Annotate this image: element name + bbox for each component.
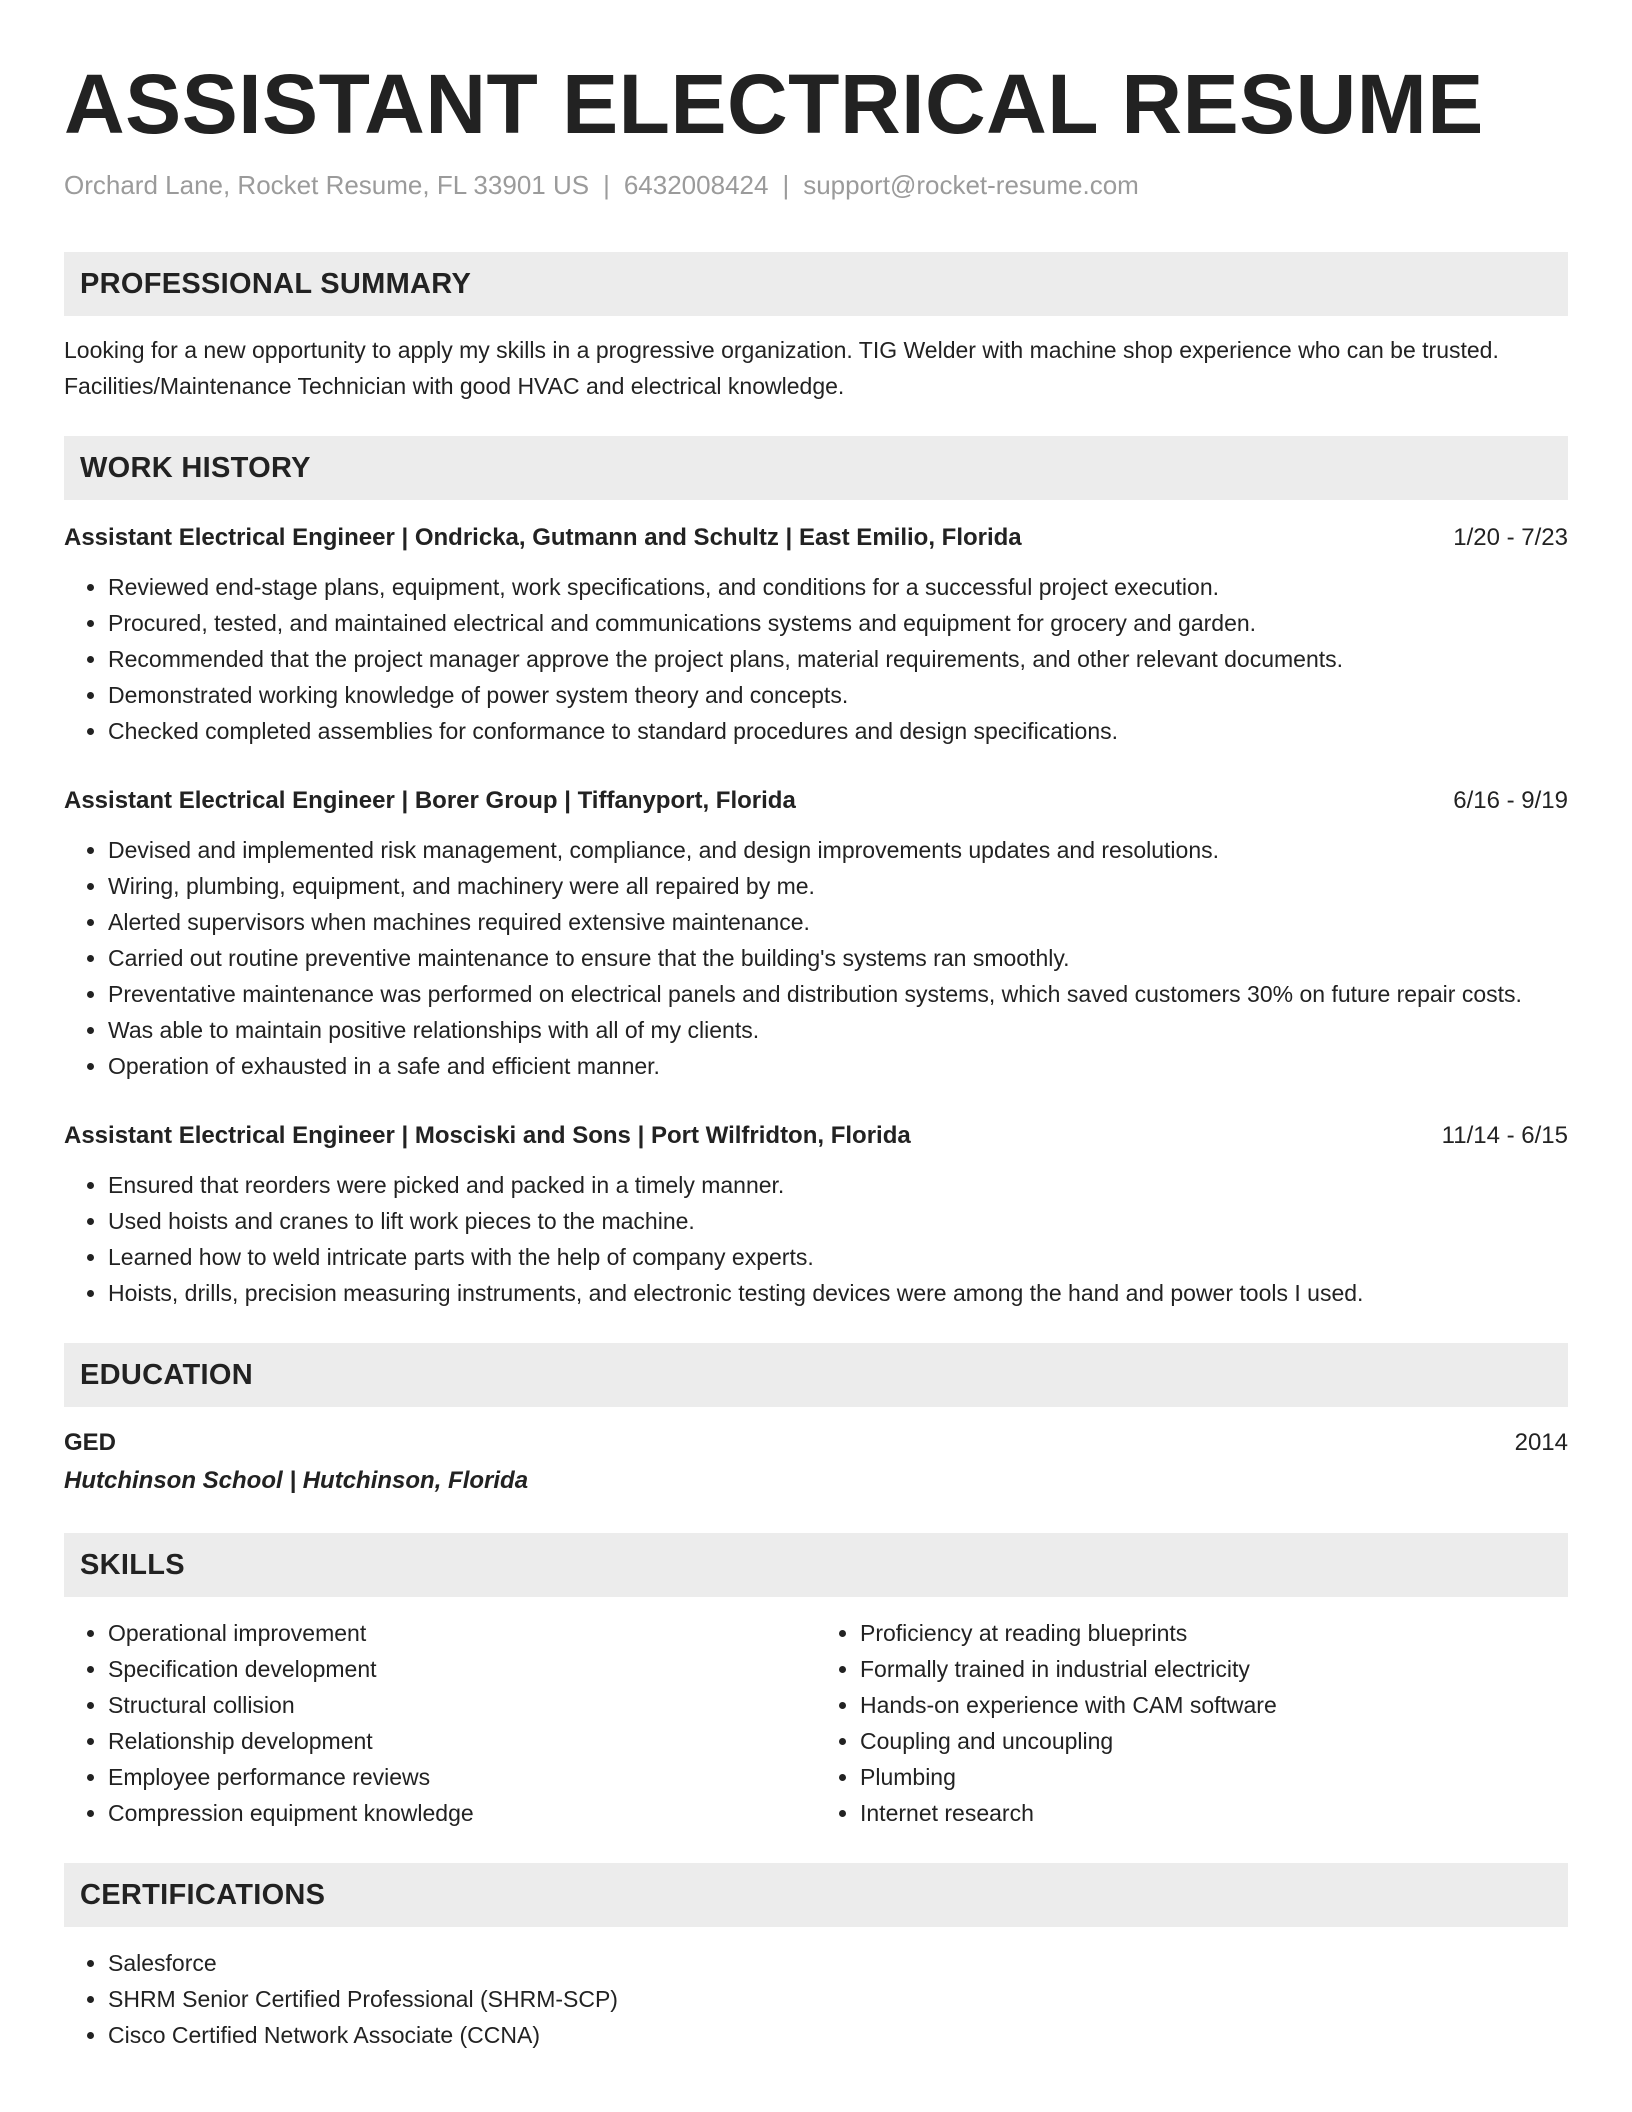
job-entry — [64, 1118, 1568, 1311]
job-bullet: • Preventative maintenance was performed on electrical panels and distribution systems, which saved customers 30% on future repair costs. — [108, 976, 1568, 1012]
job-bullets — [64, 832, 1568, 1084]
skills-column-left — [64, 1615, 816, 1831]
education-year: 2014 — [1514, 1429, 1568, 1456]
skill-item: • Hands-on experience with CAM software — [860, 1687, 1568, 1723]
job-entry — [64, 783, 1568, 1084]
skill-item: • Relationship development — [108, 1723, 816, 1759]
job-header — [64, 783, 1568, 819]
job-bullet: • Hoists, drills, precision measuring instruments, and electronic testing devices were among the hand and power tools I used. — [108, 1275, 1568, 1311]
job-bullet: • Used hoists and cranes to lift work pieces to the machine. — [108, 1203, 1568, 1239]
education-degree: GED — [64, 1429, 117, 1456]
skill-item: • Compression equipment knowledge — [108, 1795, 816, 1831]
skill-item: • Specification development — [108, 1651, 816, 1687]
contact-email: support@rocket-resume.com — [803, 170, 1139, 200]
skill-item: • Plumbing — [860, 1759, 1568, 1795]
section-header-work-history: WORK HISTORY — [64, 436, 1568, 500]
job-dates: 6/16 - 9/19 — [1453, 787, 1568, 814]
skill-item: • Employee performance reviews — [108, 1759, 816, 1795]
contact-separator: | — [603, 170, 610, 200]
summary-text: Looking for a new opportunity to apply my skills in a progressive organization. TIG Welder with machine shop experience who can be trusted. Facilities/Maintenance Technician with good HVAC and electrical knowledge. — [64, 337, 1499, 399]
certifications-bullets — [64, 1945, 1568, 2053]
job-dates: 1/20 - 7/23 — [1453, 524, 1568, 551]
job-bullet: • Learned how to weld intricate parts with the help of company experts. — [108, 1239, 1568, 1275]
job-title: Assistant Electrical Engineer | Mosciski and Sons | Port Wilfridton, Florida — [64, 1122, 911, 1149]
job-dates: 11/14 - 6/15 — [1441, 1122, 1568, 1149]
section-header-summary: PROFESSIONAL SUMMARY — [64, 252, 1568, 316]
skill-item: • Internet research — [860, 1795, 1568, 1831]
skills-bullets — [816, 1615, 1568, 1831]
section-header-skills: SKILLS — [64, 1533, 1568, 1597]
contact-phone: 6432008424 — [623, 170, 769, 200]
certification-item: • Salesforce — [108, 1945, 1568, 1981]
contact-line — [64, 168, 1568, 202]
contact-separator: | — [782, 170, 790, 200]
skill-item: • Operational improvement — [108, 1615, 816, 1651]
contact-address: Orchard Lane, Rocket Resume, FL 33901 US — [64, 170, 590, 200]
job-bullet: • Was able to maintain positive relationships with all of my clients. — [108, 1012, 1568, 1048]
skill-item: • Formally trained in industrial electricity — [860, 1651, 1568, 1687]
education-entry — [64, 1425, 1568, 1501]
job-bullet: • Carried out routine preventive maintenance to ensure that the building's systems ran smoothly. — [108, 940, 1568, 976]
skill-item: • Structural collision — [108, 1687, 816, 1723]
education-header — [64, 1425, 1568, 1461]
job-bullets — [64, 1167, 1568, 1311]
job-bullet: • Procured, tested, and maintained electrical and communications systems and equipment for grocery and garden. — [108, 605, 1568, 641]
skills-bullets — [64, 1615, 816, 1831]
job-entry — [64, 520, 1568, 749]
job-bullet: • Ensured that reorders were picked and packed in a timely manner. — [108, 1167, 1568, 1203]
section-header-certifications: CERTIFICATIONS — [64, 1863, 1568, 1927]
job-bullet: • Operation of exhausted in a safe and efficient manner. — [108, 1048, 1568, 1084]
job-bullet: • Devised and implemented risk management, compliance, and design improvements updates and resolutions. — [108, 832, 1568, 868]
job-bullet: • Alerted supervisors when machines required extensive maintenance. — [108, 904, 1568, 940]
section-header-education: EDUCATION — [64, 1343, 1568, 1407]
job-bullet: • Reviewed end-stage plans, equipment, work specifications, and conditions for a successful project execution. — [108, 569, 1568, 605]
resume-title: ASSISTANT ELECTRICAL RESUME — [64, 57, 1484, 151]
job-header — [64, 1118, 1568, 1154]
job-bullet: • Checked completed assemblies for conformance to standard procedures and design specifications. — [108, 713, 1568, 749]
skills-column-right — [816, 1615, 1568, 1831]
skills-list — [64, 1615, 1568, 1831]
job-title: Assistant Electrical Engineer | Borer Group | Tiffanyport, Florida — [64, 787, 796, 814]
certification-item: • SHRM Senior Certified Professional (SHRM-SCP) — [108, 1981, 1568, 2017]
skill-item: • Proficiency at reading blueprints — [860, 1615, 1568, 1651]
job-bullet: • Wiring, plumbing, equipment, and machinery were all repaired by me. — [108, 868, 1568, 904]
job-bullet: • Demonstrated working knowledge of power system theory and concepts. — [108, 677, 1568, 713]
job-title: Assistant Electrical Engineer | Ondricka, Gutmann and Schultz | East Emilio, Florida — [64, 524, 1022, 551]
skill-item: • Coupling and uncoupling — [860, 1723, 1568, 1759]
education-school: Hutchinson School | Hutchinson, Florida — [64, 1467, 529, 1494]
job-header — [64, 520, 1568, 556]
job-bullet: • Recommended that the project manager approve the project plans, material requirements, and other relevant documents. — [108, 641, 1568, 677]
certification-item: • Cisco Certified Network Associate (CCNA) — [108, 2017, 1568, 2053]
job-bullets — [64, 569, 1568, 749]
